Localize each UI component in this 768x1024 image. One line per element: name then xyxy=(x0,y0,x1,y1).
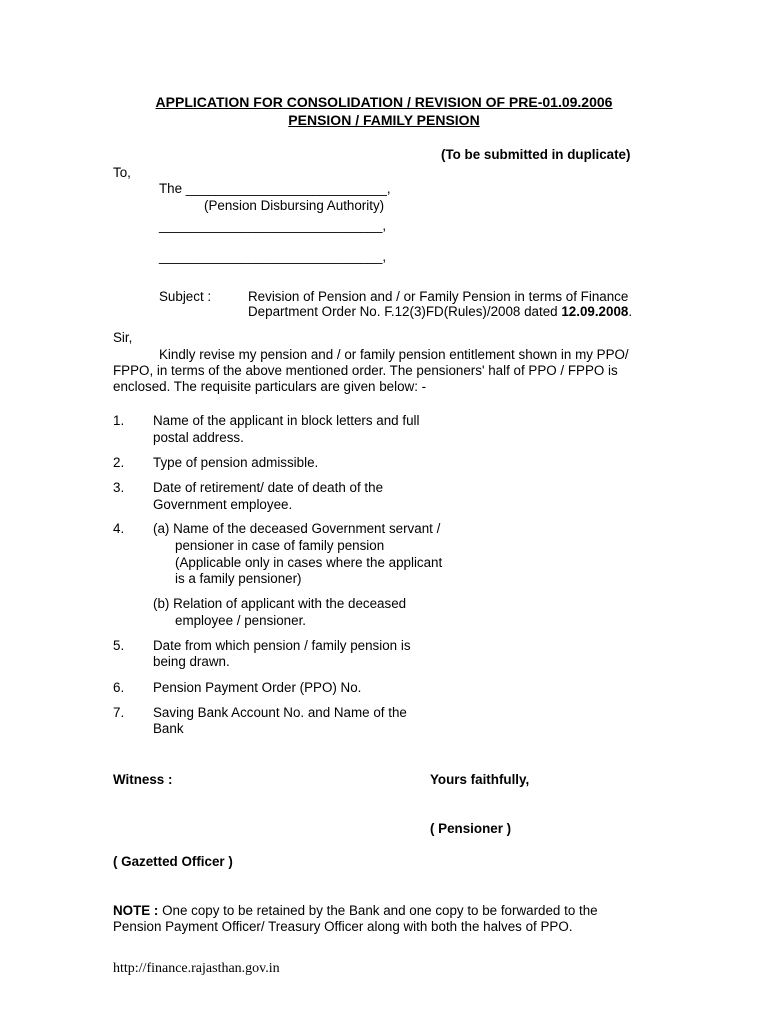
item-2-line-1: Type of pension admissible. xyxy=(153,455,319,470)
subject-line-2: Department Order No. F.12(3)FD(Rules)/2008 dated 12.09.2008. xyxy=(248,304,633,319)
body-line-1: Kindly revise my pension and / or family pension entitlement shown in my PPO/ xyxy=(159,347,629,362)
item-1-line-1: Name of the applicant in block letters and full xyxy=(153,413,420,428)
subject-label: Subject : xyxy=(159,289,212,304)
item-number: 1. xyxy=(113,413,125,428)
item-4b-line-1: (b) Relation of applicant with the deceased xyxy=(153,596,407,611)
gazetted-officer-label: ( Gazetted Officer ) xyxy=(113,854,233,869)
item-number: 6. xyxy=(113,680,125,695)
item-number: 2. xyxy=(113,455,125,470)
item-3-line-2: Government employee. xyxy=(153,497,293,512)
duplicate-note: (To be submitted in duplicate) xyxy=(441,147,631,162)
item-4a-line-4: is a family pensioner) xyxy=(175,571,302,586)
note-label: NOTE : xyxy=(113,903,159,918)
item-number: 4. xyxy=(113,521,125,536)
item-number: 7. xyxy=(113,705,125,720)
yours-faithfully: Yours faithfully, xyxy=(430,772,530,787)
to-label: To, xyxy=(113,165,131,180)
item-5-line-2: being drawn. xyxy=(153,654,230,669)
form-title-line-1: APPLICATION FOR CONSOLIDATION / REVISION OF PRE-01.09.2006 xyxy=(155,94,613,110)
item-number: 5. xyxy=(113,638,125,653)
body-line-2: FPPO, in terms of the above mentioned order. The pensioners' half of PPO / FPPO is xyxy=(113,363,618,378)
note-line-2: Pension Payment Officer/ Treasury Officer along with both the halves of PPO. xyxy=(113,919,573,934)
authority-caption: (Pension Disbursing Authority) xyxy=(204,198,385,213)
body-line-3: enclosed. The requisite particulars are given below: - xyxy=(113,379,427,394)
item-7-line-2: Bank xyxy=(153,721,184,736)
item-5-line-1: Date from which pension / family pension is xyxy=(153,638,411,653)
item-number: 3. xyxy=(113,480,125,495)
salutation: Sir, xyxy=(113,330,133,345)
item-4a-line-1: (a) Name of the deceased Government servant / xyxy=(153,521,441,536)
item-7-line-1: Saving Bank Account No. and Name of the xyxy=(153,705,407,720)
pensioner-signature-label: ( Pensioner ) xyxy=(430,821,512,836)
authority-name-line: The ___________________________, xyxy=(159,181,391,196)
item-4b-line-2: employee / pensioner. xyxy=(175,613,307,628)
item-4a-line-3: (Applicable only in cases where the applicant xyxy=(175,555,443,570)
footer-url: http://finance.rajasthan.gov.in xyxy=(113,961,280,976)
address-line-3: ______________________________, xyxy=(159,249,387,264)
subject-line-1: Revision of Pension and / or Family Pension in terms of Finance xyxy=(248,289,629,304)
item-1-line-2: postal address. xyxy=(153,430,244,445)
witness-label: Witness : xyxy=(113,772,173,787)
order-date: 12.09.2008 xyxy=(561,304,629,319)
item-3-line-1: Date of retirement/ date of death of the xyxy=(153,480,384,495)
note-line-1: NOTE : One copy to be retained by the Bank and one copy to be forwarded to the xyxy=(113,903,598,918)
address-line-2: ______________________________, xyxy=(159,218,387,233)
form-title-line-2: PENSION / FAMILY PENSION xyxy=(288,112,480,128)
item-6-line-1: Pension Payment Order (PPO) No. xyxy=(153,680,362,695)
item-4a-line-2: pensioner in case of family pension xyxy=(175,538,385,553)
